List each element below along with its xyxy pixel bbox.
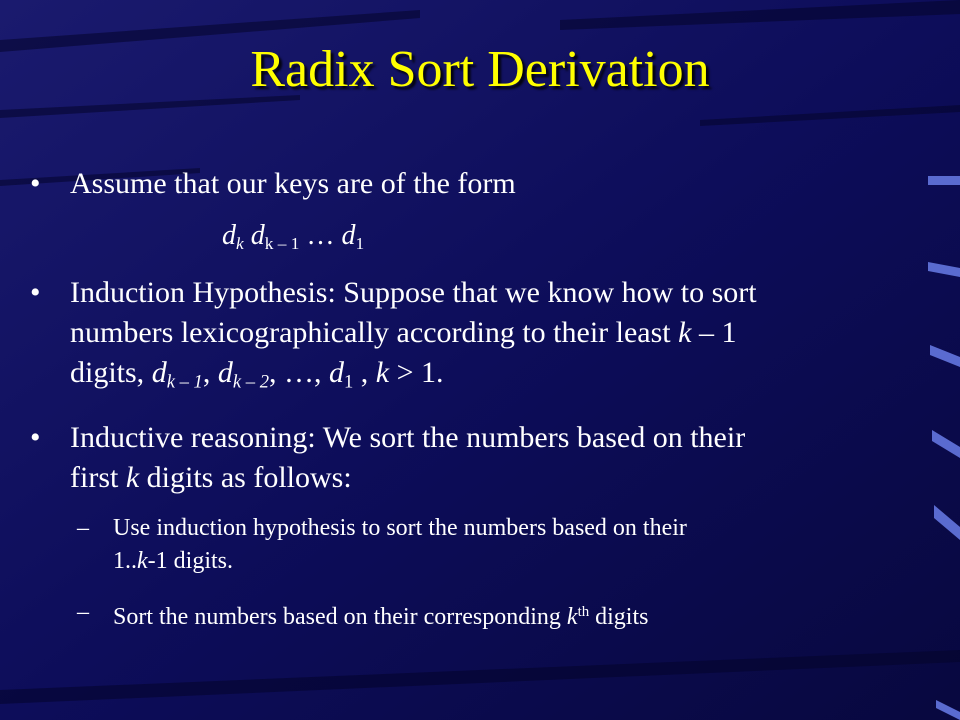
formula-ellipsis: … xyxy=(299,220,342,251)
dash-marker: – xyxy=(77,515,89,541)
bullet-text: Assume that our keys are of the form xyxy=(70,167,516,200)
key-form-formula xyxy=(222,220,364,254)
bullet-marker: • xyxy=(30,167,41,200)
slide-title: Radix Sort Derivation xyxy=(250,41,710,98)
bullet-line: digits, $d_{k - 1}$, $d_{k - 2}$, …, $d_1$ , k > 1. xyxy=(70,356,444,393)
formula-sub-k: k xyxy=(236,234,244,254)
formula-d: d xyxy=(250,220,265,251)
bullet-marker: • xyxy=(30,276,41,309)
sub-bullet-use-hypothesis xyxy=(77,512,913,578)
bullet-line: Inductive reasoning: We sort the numbers based on their xyxy=(70,421,746,454)
bullet-keys-form xyxy=(30,164,516,204)
bullet-inductive-reasoning xyxy=(30,418,930,498)
bullet-line: Induction Hypothesis: Suppose that we know how to sort xyxy=(70,276,757,309)
bullet-line: numbers lexicographically according to their least k – 1 xyxy=(70,316,737,349)
sub-bullet-line: Use induction hypothesis to sort the numbers based on their xyxy=(113,515,687,541)
dash-marker: – xyxy=(77,599,89,625)
formula-d: d xyxy=(341,220,356,251)
sub-bullet-line: 1..k-1 digits. xyxy=(113,548,233,574)
formula-sub-k-minus-1: k – 1 xyxy=(264,234,300,254)
bullet-line: first k digits as follows: xyxy=(70,461,352,494)
formula-d: d xyxy=(222,220,236,251)
formula-sub-1: 1 xyxy=(355,234,365,254)
sub-bullet-sort-kth-digits: – Sort the numbers based on their corresponding $k^{th}$ digits xyxy=(113,596,913,634)
bullet-marker: • xyxy=(30,421,41,454)
bullet-induction-hypothesis xyxy=(30,273,930,403)
